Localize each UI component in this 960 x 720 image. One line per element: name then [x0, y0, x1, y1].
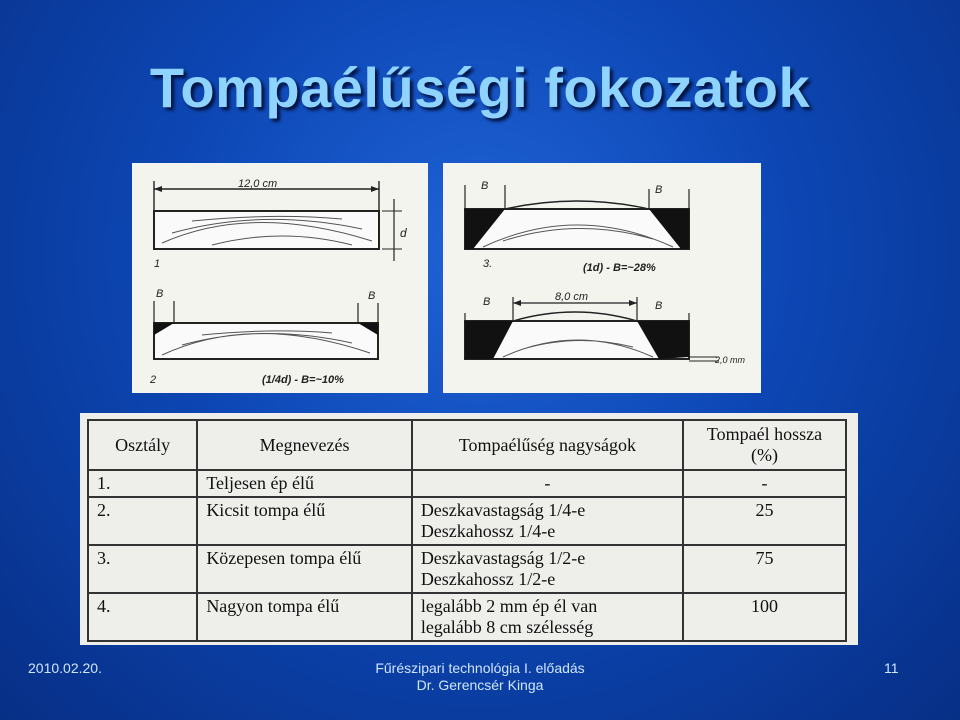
slide-title: Tompaélűségi fokozatok: [149, 56, 811, 119]
right-b-label-2: B: [655, 184, 663, 196]
footer-author: Dr. Gerencsér Kinga: [416, 677, 544, 693]
cell-class: 1.: [88, 470, 197, 497]
cell-class: 3.: [88, 545, 197, 593]
left-board-1-label: 1: [154, 258, 161, 270]
grade-table-panel: [80, 413, 858, 645]
table-row: [88, 593, 846, 641]
cell-length: 100: [683, 593, 846, 641]
right-b-label-1: B: [481, 180, 489, 192]
cell-class: 4.: [88, 593, 197, 641]
right-b-label-4: B: [655, 300, 663, 312]
table-row: [88, 470, 846, 497]
right-width-label: 8,0 cm: [555, 291, 589, 303]
footer-course-author: [0, 660, 960, 694]
header-size: Tompaélűség nagyságok: [412, 420, 683, 470]
left-b-label-1: B: [156, 288, 164, 300]
cell-size: Deszkavastagság 1/4-e Deszkahossz 1/4-e: [412, 497, 683, 545]
cell-size: Deszkavastagság 1/2-e Deszkahossz 1/2-e: [412, 545, 683, 593]
grade-table: [87, 419, 847, 642]
left-thickness-label: d: [400, 226, 407, 240]
cell-name: Nagyon tompa élű: [197, 593, 412, 641]
left-width-label: 12,0 cm: [238, 178, 278, 190]
table-header-row: [88, 420, 846, 470]
cell-name: Teljesen ép élű: [197, 470, 412, 497]
footer-course: Fűrészipari technológia I. előadás: [375, 660, 585, 676]
left-caption: (1/4d) - B=~10%: [262, 374, 344, 386]
left-b-label-2: B: [368, 290, 376, 302]
table-row: [88, 497, 846, 545]
right-edge-label: 2,0 mm: [715, 355, 746, 365]
header-name: Megnevezés: [197, 420, 412, 470]
cell-name: Közepesen tompa élű: [197, 545, 412, 593]
cell-size: legalább 2 mm ép él van legalább 8 cm szélesség: [412, 593, 683, 641]
figure-board-cross-sections-right: [443, 163, 761, 393]
cell-class: 2.: [88, 497, 197, 545]
right-caption-top: (1d) - B=~28%: [583, 262, 656, 274]
table-row: [88, 545, 846, 593]
header-class: Osztály: [88, 420, 197, 470]
cell-length: 25: [683, 497, 846, 545]
figure-board-cross-sections-left: [132, 163, 428, 393]
cell-length: -: [683, 470, 846, 497]
table-body: [88, 470, 846, 641]
cell-name: Kicsit tompa élű: [197, 497, 412, 545]
right-board-3-label: 3.: [483, 258, 493, 270]
right-b-label-3: B: [483, 296, 491, 308]
cell-length: 75: [683, 545, 846, 593]
footer-page-number: 11: [884, 660, 899, 676]
header-length: Tompaél hossza (%): [683, 420, 846, 470]
left-board-2-label: 2: [150, 374, 157, 386]
footer-date: 2010.02.20.: [28, 660, 102, 676]
cell-size: -: [412, 470, 683, 497]
